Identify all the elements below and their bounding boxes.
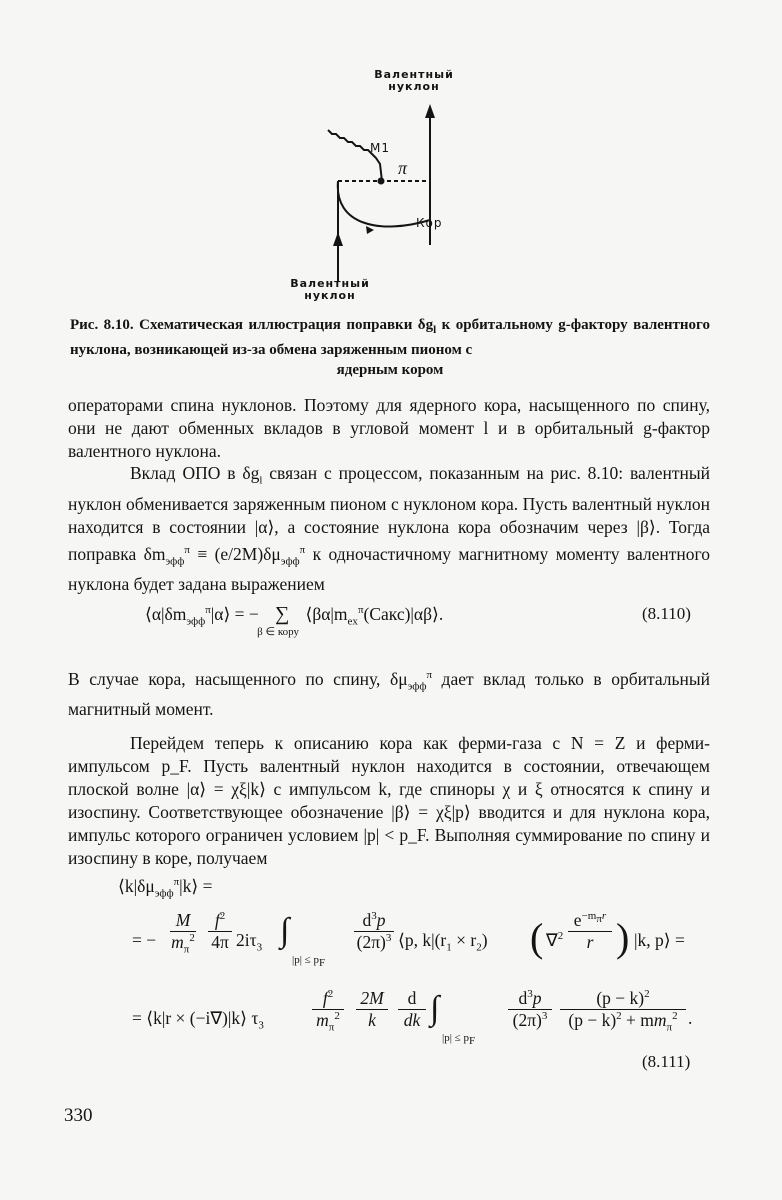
core-arrow <box>366 226 374 234</box>
frac-pk-den-end: + m <box>621 1010 654 1030</box>
eq111-line1 <box>118 876 212 900</box>
eq111-period: . <box>688 1008 693 1028</box>
frac-d3p-den: (2π) <box>356 932 386 952</box>
p2-line1: Вклад ОПО в δg <box>130 463 260 483</box>
frac-M-den-sub: π <box>183 943 190 956</box>
frac-f-num-sup: 2 <box>219 910 226 923</box>
p3-sub: эфф <box>407 680 427 693</box>
frac-pk-den: (p − k) <box>568 1010 617 1030</box>
frac-d3p2-num-sup: 3 <box>527 988 533 1001</box>
eq111-pk-sub1: 1 <box>446 941 452 954</box>
frac-d-den: dk <box>403 1010 421 1030</box>
eq110-lhs-sup: π <box>205 604 211 617</box>
frac-d3p-num-p: p <box>376 910 386 930</box>
eq111-line3-a-sub: 3 <box>258 1019 264 1032</box>
frac-f-num: f <box>214 910 220 930</box>
frac-f2-den-sub: π <box>328 1021 335 1034</box>
eq111-int2-under-text: |p| ≤ p <box>442 1032 469 1044</box>
caption-text-sub: l <box>433 324 437 336</box>
p3-rest: дает вклад только в орбитальный магнитный момент. <box>68 668 710 720</box>
p2-tail: к одночастичному магнитному моменту валентного нуклона будет задана выражением <box>68 543 711 594</box>
eq110-rhs-sup: π <box>357 604 364 617</box>
label-valence-top-line2: нуклон <box>388 80 440 93</box>
m1-photon-line <box>328 130 382 181</box>
paragraph-2 <box>68 462 710 596</box>
frac-f2-den-sup: 2 <box>334 1010 340 1023</box>
p2-dm: δm <box>143 543 166 564</box>
frac-M-num: M <box>175 910 191 930</box>
frac-d3p-num: d <box>362 910 372 930</box>
label-pi: π <box>398 158 408 178</box>
eq111-line1-text: ⟨k|δμ <box>118 876 155 896</box>
eq111-pk-mid: × r <box>451 930 477 950</box>
label-m1: M1 <box>370 141 390 155</box>
paragraph-3 <box>68 664 710 721</box>
frac-f2-num: f <box>322 988 328 1008</box>
eq111-line1-sup: π <box>173 876 180 889</box>
p2-mid-sup: π <box>299 543 306 556</box>
paragraph-4: Перейдем теперь к описанию кора как ферми-газа с N = Z и ферми-импульсом p_F. Пусть валентный нуклон находится в состоянии, отвечающем плоской волне |α⟩ = χξ|k⟩ с импульсом k, где спиноры χ и ξ относятся к спину и изоспину. Соответствующее обозначение |β⟩ = χξ|p⟩ вводится и для нуклона кора, импульс которого ограничен условием |p| < p_F. Выполняя суммирование по спину и изоспину в коре, получаем <box>68 733 710 868</box>
frac-d3p-den-sup: 3 <box>385 932 392 945</box>
figure-8-10 <box>270 60 490 310</box>
caption-text: Схематическая иллюстрация поправки δg <box>139 317 434 333</box>
eq111-lparen: ( <box>530 915 544 960</box>
frac-d3p2-den: (2π) <box>512 1010 542 1030</box>
eq110-rhs-end: (Сакс)|αβ⟩. <box>363 604 444 624</box>
frac-f2-num-sup: 2 <box>327 988 334 1001</box>
eq111-2itau-sub: 3 <box>256 941 263 954</box>
eq111-line3-a <box>132 1008 264 1032</box>
frac-d3p2-num: d <box>518 988 528 1008</box>
arrow-up-left <box>333 232 343 246</box>
eq111-int1-under-text: |p| ≤ p <box>292 954 319 966</box>
frac-M <box>170 910 196 956</box>
eq111-2itau-text: 2iτ <box>236 930 257 950</box>
label-valence-bottom <box>290 278 370 302</box>
frac-2M-den: k <box>368 1010 376 1030</box>
frac-f2 <box>312 988 344 1034</box>
figure-caption <box>70 315 710 380</box>
eq110-number: (8.110) <box>642 604 691 623</box>
caption-number: Рис. 8.10. <box>70 317 134 333</box>
vertex-dot <box>378 178 385 185</box>
caption-text2: к орбитальному g-фактору валентного нуклона, возникающей из-за обмена заряженным пионом с <box>70 317 710 358</box>
eq111-int1-under <box>292 954 325 969</box>
frac-pk-den-end-sub: π <box>666 1021 673 1034</box>
frac-pk-den-end-sup: 2 <box>672 1010 678 1023</box>
eq111-line1-sub: эфф <box>154 887 174 900</box>
p2-mid-sub: эфф <box>280 554 300 567</box>
eq111-nabla <box>546 930 563 951</box>
frac-M-den: m <box>171 932 184 952</box>
eq110-sum <box>257 603 301 638</box>
p2-dm-sub: эфф <box>165 554 185 567</box>
frac-e-den: r <box>586 932 594 952</box>
frac-2M <box>356 988 388 1031</box>
frac-M-den-sup: 2 <box>189 932 195 945</box>
eq111-integral-1: ∫ <box>280 912 290 949</box>
eq110-rhs-sub: ex <box>347 615 358 628</box>
eq111-2itau <box>236 930 262 954</box>
frac-e-num: e <box>573 910 582 930</box>
p2-mid: ≡ (e/2M)δμ <box>189 543 281 564</box>
frac-pk-num: (p − k) <box>596 988 645 1008</box>
frac-2M-num: 2M <box>360 988 384 1008</box>
eq111-int2-under-sub: F <box>468 1035 476 1048</box>
frac-d3p-2 <box>508 988 552 1031</box>
feynman-diagram <box>270 60 490 310</box>
eq110-lhs: ⟨α|δm <box>145 604 187 624</box>
p2-line1-sub: l <box>259 474 263 487</box>
eq111-number: (8.111) <box>642 1052 691 1071</box>
p3-sup: π <box>426 669 433 681</box>
equation-8-110 <box>145 603 444 638</box>
p2-dm-sup: π <box>184 543 190 556</box>
eq111-pk <box>398 930 488 954</box>
eq111-int1-under-sub: F <box>318 957 326 970</box>
eq111-line1-end: |k⟩ = <box>179 876 213 896</box>
frac-pk-num-sup: 2 <box>644 988 650 1001</box>
eq111-integral-2: ∫ <box>430 990 440 1027</box>
eq111-line2-a: = − <box>132 930 157 950</box>
label-valence-bottom-line1: Валентный <box>290 277 370 290</box>
eq111-nabla-sup: 2 <box>557 930 564 943</box>
eq110-lhs-sub: эфф <box>186 615 206 628</box>
eq110-rhs: ⟨βα|m <box>305 604 348 624</box>
frac-e-sup-r: r <box>601 910 607 923</box>
paragraph-1: операторами спина нуклонов. Поэтому для ядерного кора, насыщенного по спину, они не дают обменных вкладов в угловой момент l и в орбитальный g-фактор валентного нуклона. <box>68 395 710 461</box>
frac-e-sup-sub: π <box>596 913 602 926</box>
page-number: 330 <box>64 1105 93 1126</box>
label-valence-bottom-line2: нуклон <box>304 289 356 302</box>
frac-e-sup: −m <box>581 910 597 923</box>
frac-pk: $(p - k)^2$ $(p - k)^2 + mm_\pi^2$ <box>560 988 686 1034</box>
frac-pk-den-sup: 2 <box>616 1010 622 1023</box>
p3-text: В случае кора, насыщенного по спину, δμ <box>68 668 408 689</box>
caption-text-last: ядерным кором <box>336 362 444 378</box>
frac-d3p2-den-sup: 3 <box>541 1010 548 1023</box>
eq110-sum-symbol: ∑ <box>275 603 290 625</box>
frac-d3p-num-sup: 3 <box>371 910 377 923</box>
eq111-rparen: ) <box>616 915 630 960</box>
frac-d3p2-num-p: p <box>532 988 542 1008</box>
label-core: Кор <box>416 216 443 230</box>
frac-f2-den: m <box>316 1010 329 1030</box>
frac-d3p <box>354 910 394 953</box>
frac-f-den: 4π <box>211 932 229 952</box>
frac-d-num: d <box>407 988 417 1008</box>
eq111-nabla-sym: ∇ <box>546 930 558 950</box>
eq110-lhs-end: |α⟩ = − <box>210 604 259 624</box>
frac-e <box>568 910 612 953</box>
eq111-int2-under <box>442 1032 475 1047</box>
eq110-sum-under: β ∈ кору <box>257 626 299 638</box>
eq111-pk-end: ) <box>481 930 488 950</box>
label-valence-top <box>374 69 454 93</box>
eq111-line2-d: |k, p⟩ = <box>634 930 685 950</box>
arrow-up-right <box>425 104 435 118</box>
frac-f <box>208 910 232 953</box>
p2-rest: связан с процессом, показанным на рис. 8.10: валентный нуклон обменивается заряженным пионом с нуклоном кора. Пусть валентный нуклон находится в состоянии |α⟩, а состояние нуклона кора обозначим через |β⟩. Тогда поправка <box>68 463 710 564</box>
label-valence-top-line1: Валентный <box>374 68 454 81</box>
eq111-pk-a: ⟨p, k|(r <box>398 930 447 950</box>
frac-d <box>398 988 426 1031</box>
eq111-line3-a-text: = ⟨k|r × (−i∇)|k⟩ τ <box>132 1008 259 1028</box>
eq111-pk-sub2: 2 <box>476 941 482 954</box>
